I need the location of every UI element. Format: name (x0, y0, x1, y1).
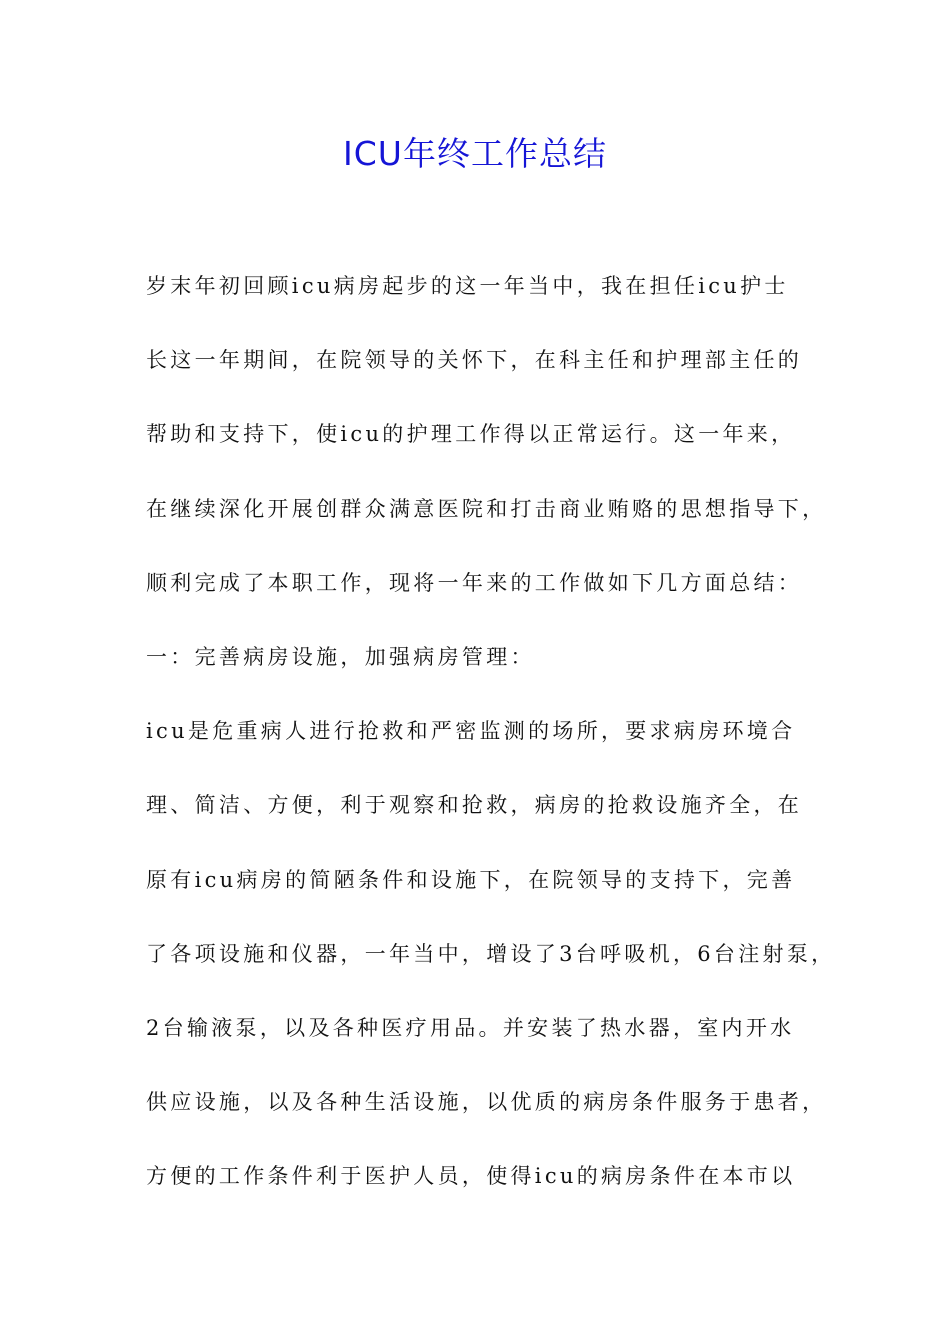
body-line: 理、简洁、方便，利于观察和抢救，病房的抢救设施齐全，在 (146, 793, 803, 818)
body-line: icu是危重病人进行抢救和严密监测的场所，要求病房环境合 (146, 719, 796, 744)
body-line: 在继续深化开展创群众满意医院和打击商业贿赂的思想指导下， (146, 496, 827, 521)
document-body (146, 264, 836, 1228)
body-line: 原有icu病房的简陋条件和设施下，在院领导的支持下，完善 (146, 867, 796, 892)
body-line: 了各项设施和仪器，一年当中，增设了3台呼吸机，6台注射泵， (146, 941, 836, 966)
body-line: 顺利完成了本职工作，现将一年来的工作做如下几方面总结： (146, 570, 803, 595)
document-title: ICU年终工作总结 (343, 134, 607, 173)
body-line: 长这一年期间，在院领导的关怀下，在科主任和护理部主任的 (146, 348, 803, 373)
body-line: 供应设施，以及各种生活设施，以优质的病房条件服务于患者， (146, 1090, 827, 1115)
section-heading: 一：完善病房设施，加强病房管理： (146, 644, 535, 669)
body-line: 帮助和支持下，使icu的护理工作得以正常运行。这一年来， (146, 422, 796, 447)
body-line: 方便的工作条件利于医护人员，使得icu的病房条件在本市以 (146, 1164, 796, 1189)
body-line: 2台输液泵，以及各种医疗用品。并安装了热水器，室内开水 (146, 1015, 795, 1040)
body-line: 岁末年初回顾icu病房起步的这一年当中，我在担任icu护士 (146, 274, 789, 298)
